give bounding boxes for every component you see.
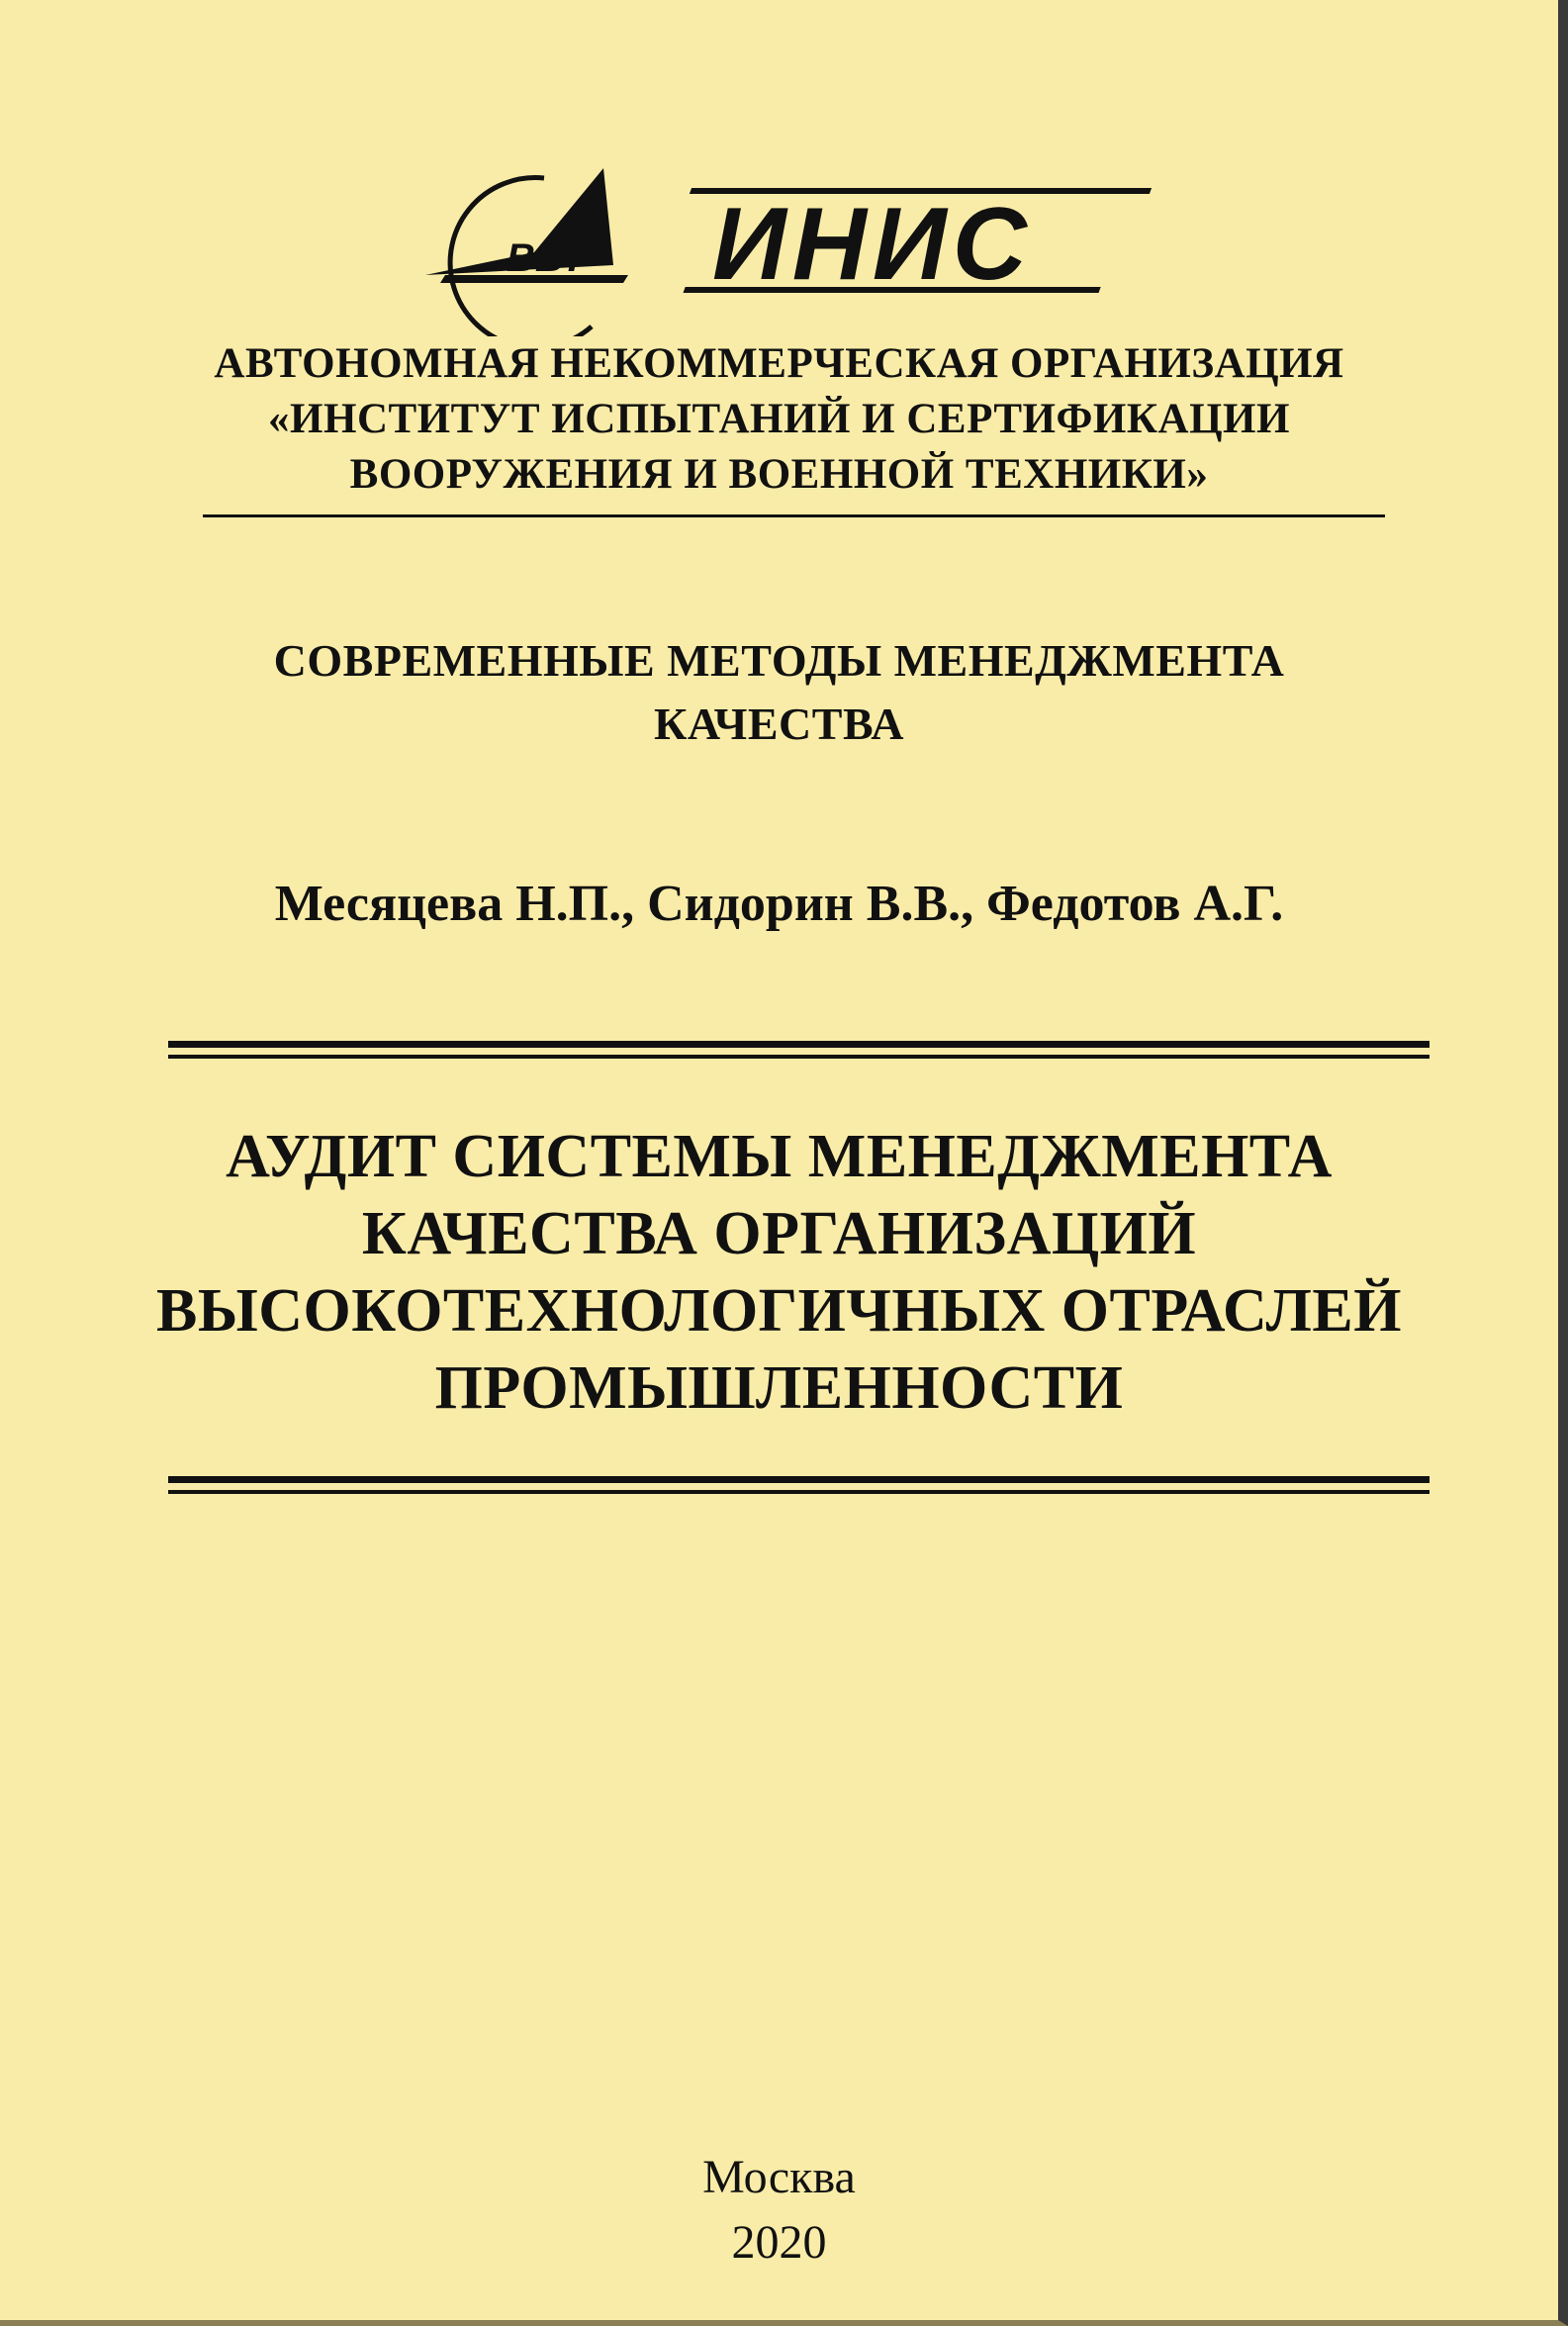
- book-title: [0, 1118, 1558, 1427]
- double-divider-bottom: [168, 1476, 1430, 1500]
- authors: Месяцева Н.П., Сидорин В.В., Федотов А.Г.: [274, 876, 1284, 932]
- imprint: [0, 2145, 1558, 2276]
- imprint-city: Москва: [702, 2151, 856, 2203]
- emblem-text: ВВТ: [507, 236, 586, 280]
- double-divider-top: [168, 1041, 1430, 1065]
- title-line: ПРОМЫШЛЕННОСТИ: [434, 1354, 1124, 1422]
- imprint-year: 2020: [731, 2216, 827, 2269]
- title-line: ВЫСОКОТЕХНОЛОГИЧНЫХ ОТРАСЛЕЙ: [156, 1277, 1402, 1345]
- logos: [415, 158, 1167, 336]
- inis-brand-logo: [684, 187, 1153, 302]
- organization-line: «ИНСТИТУТ ИСПЫТАНИЙ И СЕРТИФИКАЦИИ: [268, 396, 1290, 442]
- title-line: АУДИТ СИСТЕМЫ МЕНЕДЖМЕНТА: [226, 1123, 1333, 1190]
- organization-name: [0, 336, 1558, 503]
- title-line: КАЧЕСТВА ОРГАНИЗАЦИЙ: [361, 1200, 1197, 1267]
- organization-line: АВТОНОМНАЯ НЕКОММЕРЧЕСКАЯ ОРГАНИЗАЦИЯ: [214, 340, 1344, 387]
- series-line: КАЧЕСТВА: [654, 698, 904, 749]
- organization-line: ВООРУЖЕНИЯ И ВОЕННОЙ ТЕХНИКИ»: [349, 451, 1209, 498]
- logo-block: [415, 158, 1167, 336]
- vvt-emblem-logo: [425, 168, 653, 336]
- divider-rule: [203, 514, 1385, 517]
- series-title: [0, 629, 1558, 756]
- brand-text: ИНИС: [712, 187, 1033, 302]
- series-line: СОВРЕМЕННЫЕ МЕТОДЫ МЕНЕДЖМЕНТА: [273, 635, 1285, 686]
